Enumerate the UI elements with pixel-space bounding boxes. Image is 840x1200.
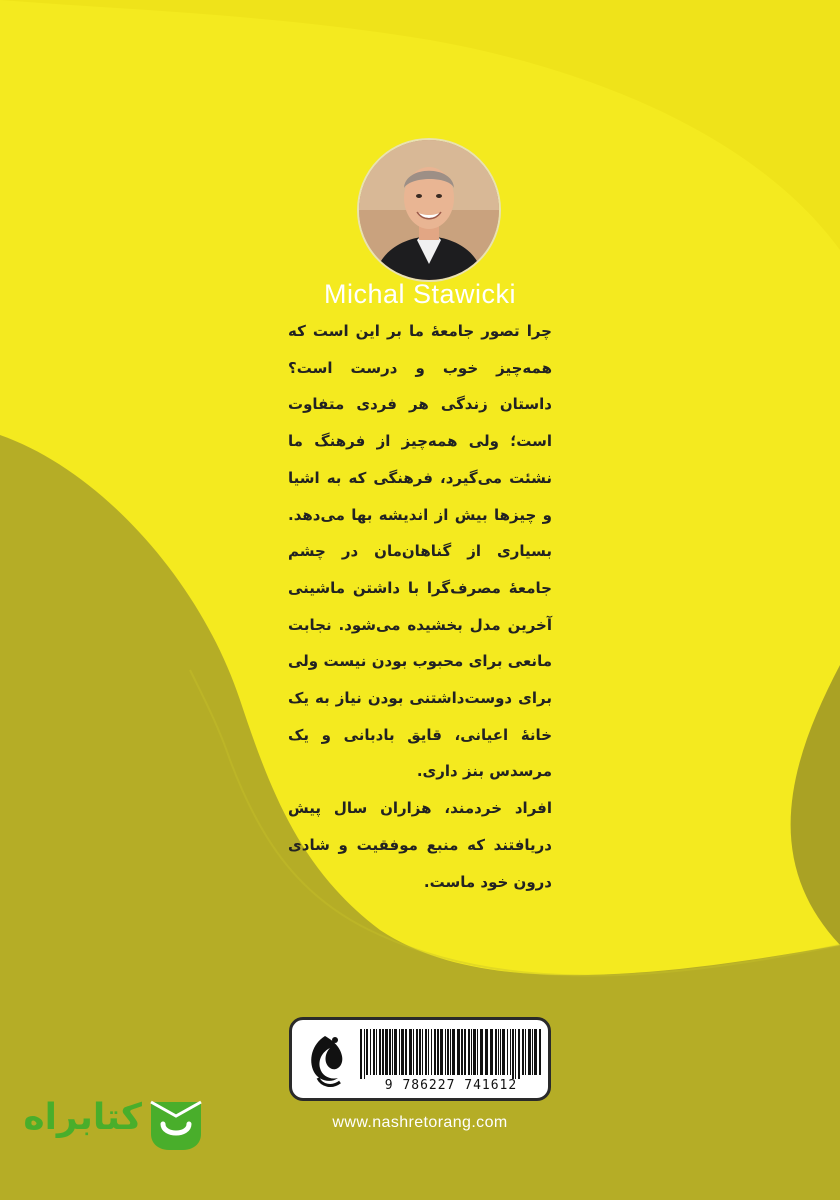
barcode-bar (534, 1029, 537, 1075)
barcode-bar (425, 1029, 427, 1075)
barcode-bar (512, 1029, 514, 1079)
author-portrait-illustration (359, 140, 499, 280)
barcode-bar (409, 1029, 412, 1075)
barcode-bar (452, 1029, 455, 1075)
barcode-bar (376, 1029, 377, 1075)
barcode-box (289, 1017, 551, 1101)
barcode-bar (437, 1029, 439, 1075)
barcode-bar (445, 1029, 446, 1075)
barcode-bar (360, 1029, 362, 1079)
ketabrah-logo-icon (147, 1094, 205, 1152)
barcode-bar (500, 1029, 501, 1075)
barcode-bar (401, 1029, 404, 1075)
barcode-bar (392, 1029, 393, 1075)
barcode-bar (382, 1029, 384, 1075)
barcode-bar (502, 1029, 505, 1075)
barcode-bar (419, 1029, 421, 1075)
publisher-logo-icon (300, 1030, 350, 1090)
barcode-bar (413, 1029, 414, 1075)
blurb-text (288, 313, 552, 900)
barcode-bar (507, 1029, 508, 1075)
barcode-bar (440, 1029, 443, 1075)
barcode-bar (515, 1029, 516, 1079)
barcode-bar (490, 1029, 493, 1075)
barcode-bar (457, 1029, 460, 1075)
barcode-bar (447, 1029, 449, 1075)
author-name: Michal Stawicki (323, 279, 517, 309)
author-photo (357, 138, 501, 282)
barcode-bar (539, 1029, 541, 1075)
barcode-bar (522, 1029, 524, 1075)
publisher-website: www.nashretorang.com (332, 1114, 508, 1131)
barcode-bar (431, 1029, 432, 1075)
barcode-bar (385, 1029, 388, 1075)
barcode-bar (468, 1029, 470, 1075)
barcode-bar (366, 1029, 368, 1075)
barcode-bar (394, 1029, 397, 1075)
barcode-bar (477, 1029, 478, 1075)
barcode-bar (518, 1029, 520, 1079)
barcode-bar (485, 1029, 488, 1075)
barcode-bar (450, 1029, 451, 1075)
isbn-number: 9 786227 741612 (384, 1078, 518, 1093)
ketabrah-logo-text: کتابراه (23, 1097, 142, 1138)
barcode-bar (405, 1029, 407, 1075)
barcode-bar (528, 1029, 531, 1075)
barcode-bar (480, 1029, 483, 1075)
barcode-bar (461, 1029, 463, 1075)
barcode-bar (364, 1029, 365, 1079)
barcode-bar (399, 1029, 400, 1075)
barcode-bar (532, 1029, 533, 1075)
barcode-bar (416, 1029, 418, 1075)
barcode-bar (525, 1029, 526, 1075)
barcode-bar (422, 1029, 423, 1075)
barcode-bar (471, 1029, 472, 1075)
barcode-bar (379, 1029, 381, 1075)
barcode-bar (464, 1029, 466, 1075)
barcode-bar (434, 1029, 436, 1075)
barcode-bar (428, 1029, 429, 1075)
barcode-bar (473, 1029, 476, 1075)
barcode-bar (370, 1029, 371, 1075)
barcode-bar (510, 1029, 511, 1075)
barcode-bar (495, 1029, 497, 1075)
blurb-paragraph-1: چرا تصور جامعهٔ ما بر این است که همه‌چیز خوب و درست است؟ داستان زندگی هر فردی متفاوت است؛ ولی همه‌چیز از فرهنگ ما نشئت می‌گیرد، فرهنگی که به اشیا و چیزها بیش از اندیشه بها می‌دهد. بسیاری از گناهان‌مان در چشم جامعهٔ مصرف‌گرا با داشتن ماشینی آخرین مدل بخشیده می‌شود. نجابت مانعی برای محبوب بودن نیست ولی برای دوست‌داشتنی بودن نیاز به یک خانهٔ اعیانی، قایق بادبانی و یک مرسدس بنز داری. (288, 322, 552, 781)
barcode-bars (358, 1029, 542, 1079)
barcode-bar (373, 1029, 375, 1075)
barcode-bar (389, 1029, 391, 1075)
blurb-paragraph-2: افراد خردمند، هزاران سال پیش دریافتند که منبع موفقیت و شادی درون خود ماست. (288, 799, 552, 891)
barcode-bar (498, 1029, 499, 1075)
ketabrah-watermark (22, 1092, 212, 1162)
